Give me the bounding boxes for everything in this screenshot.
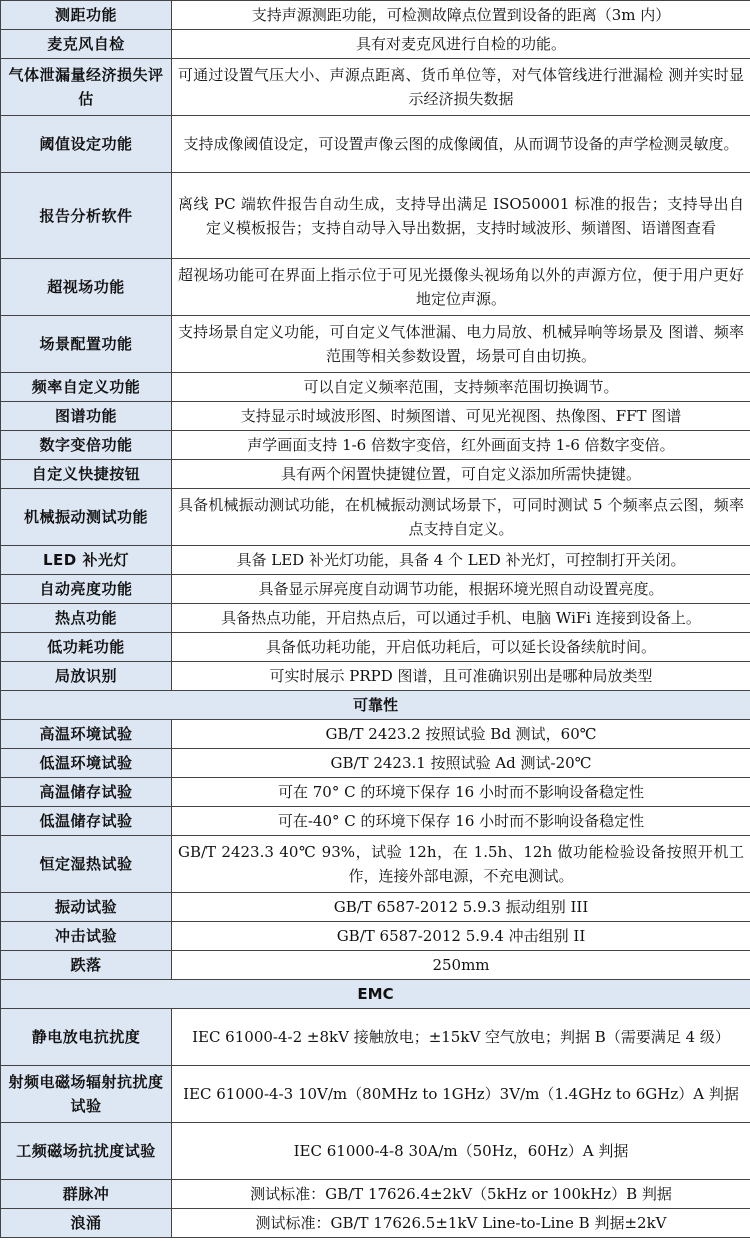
row-value: 具备 LED 补光灯功能，具备 4 个 LED 补光灯，可控制打开关闭。 <box>172 546 750 575</box>
table-row <box>1 1066 750 1123</box>
row-value: 具有对麦克风进行自检的功能。 <box>172 30 750 59</box>
table-row <box>1 778 750 807</box>
row-value: GB/T 2423.2 按照试验 Bd 测试，60℃ <box>172 720 750 749</box>
table-row <box>1 59 750 116</box>
row-label: 群脉冲 <box>1 1180 172 1209</box>
table-row <box>1 604 750 633</box>
table-row <box>1 116 750 173</box>
row-label: 报告分析软件 <box>1 173 172 259</box>
row-value: 支持显示时域波形图、时频图谱、可见光视图、热像图、FFT 图谱 <box>172 402 750 431</box>
row-label: 振动试验 <box>1 893 172 922</box>
row-value: IEC 61000-4-2 ±8kV 接触放电；±15kV 空气放电；判据 B（需要满足 4 级） <box>172 1009 750 1066</box>
row-value: 离线 PC 端软件报告自动生成，支持导出满足 ISO50001 标准的报告；支持导出自定义模板报告；支持自动导入导出数据，支持时域波形、频谱图、语谱图查看 <box>172 173 750 259</box>
table-row <box>1 720 750 749</box>
row-label: 恒定湿热试验 <box>1 836 172 893</box>
row-value: 超视场功能可在界面上指示位于可见光摄像头视场角以外的声源方位，便于用户更好地定位声源。 <box>172 259 750 316</box>
row-label: 高温储存试验 <box>1 778 172 807</box>
row-value: GB/T 2423.1 按照试验 Ad 测试-20℃ <box>172 749 750 778</box>
table-row <box>1 30 750 59</box>
table-row <box>1 633 750 662</box>
row-label: 热点功能 <box>1 604 172 633</box>
row-label: 低温环境试验 <box>1 749 172 778</box>
row-value: 可在 70° C 的环境下保存 16 小时而不影响设备稳定性 <box>172 778 750 807</box>
row-label: 冲击试验 <box>1 922 172 951</box>
table-row <box>1 1209 750 1238</box>
row-value: 具备显示屏亮度自动调节功能，根据环境光照自动设置亮度。 <box>172 575 750 604</box>
row-label: 测距功能 <box>1 1 172 30</box>
row-label: 高温环境试验 <box>1 720 172 749</box>
row-value: 测试标准：GB/T 17626.5±1kV Line-to-Line B 判据±2kV <box>172 1209 750 1238</box>
row-label: 自定义快捷按钮 <box>1 460 172 489</box>
row-value: IEC 61000-4-3 10V/m（80MHz to 1GHz）3V/m（1.4GHz to 6GHz）A 判据 <box>172 1066 750 1123</box>
row-label: 射频电磁场辐射抗扰度试验 <box>1 1066 172 1123</box>
row-value: 可通过设置气压大小、声源点距离、货币单位等，对气体管线进行泄漏检 测并实时显示经济损失数据 <box>172 59 750 116</box>
row-value: 可在-40° C 的环境下保存 16 小时而不影响设备稳定性 <box>172 807 750 836</box>
table-row <box>1 460 750 489</box>
row-value: 支持声源测距功能，可检测故障点位置到设备的距离（3m 内） <box>172 1 750 30</box>
row-label: 浪涌 <box>1 1209 172 1238</box>
table-row <box>1 951 750 980</box>
table-row <box>1 1009 750 1066</box>
row-label: 气体泄漏量经济损失评估 <box>1 59 172 116</box>
row-value: 测试标准：GB/T 17626.4±2kV（5kHz or 100kHz）B 判据 <box>172 1180 750 1209</box>
table-row <box>1 173 750 259</box>
row-label: 图谱功能 <box>1 402 172 431</box>
table-row <box>1 1 750 30</box>
table-row <box>1 922 750 951</box>
row-label: 数字变倍功能 <box>1 431 172 460</box>
table-row <box>1 1180 750 1209</box>
row-value: 具有两个闲置快捷键位置，可自定义添加所需快捷键。 <box>172 460 750 489</box>
row-label: 麦克风自检 <box>1 30 172 59</box>
table-row <box>1 402 750 431</box>
row-value: 支持场景自定义功能，可自定义气体泄漏、电力局放、机械异响等场景及 图谱、频率范围等相关参数设置，场景可自由切换。 <box>172 316 750 373</box>
row-value: GB/T 6587-2012 5.9.4 冲击组别 II <box>172 922 750 951</box>
row-label: 场景配置功能 <box>1 316 172 373</box>
row-value: 声学画面支持 1-6 倍数字变倍，红外画面支持 1-6 倍数字变倍。 <box>172 431 750 460</box>
section-header-emc <box>1 980 750 1009</box>
section-header-reliability <box>1 691 750 720</box>
table-row <box>1 431 750 460</box>
table-row <box>1 662 750 691</box>
table-row <box>1 575 750 604</box>
table-row <box>1 893 750 922</box>
row-label: 工频磁场抗扰度试验 <box>1 1123 172 1180</box>
row-value: 250mm <box>172 951 750 980</box>
row-value: GB/T 6587-2012 5.9.3 振动组别 III <box>172 893 750 922</box>
row-value: 具备机械振动测试功能，在机械振动测试场景下，可同时测试 5 个频率点云图，频率点支持自定义。 <box>172 489 750 546</box>
table-row <box>1 489 750 546</box>
section-title: EMC <box>1 980 750 1009</box>
row-label: 跌落 <box>1 951 172 980</box>
row-value: GB/T 2423.3 40℃ 93%，试验 12h，在 1.5h、12h 做功能检验设备按照开机工作，连接外部电源，不充电测试。 <box>172 836 750 893</box>
table-row <box>1 316 750 373</box>
row-value: 支持成像阈值设定，可设置声像云图的成像阈值，从而调节设备的声学检测灵敏度。 <box>172 116 750 173</box>
row-label: 局放识别 <box>1 662 172 691</box>
row-value: 具备热点功能，开启热点后，可以通过手机、电脑 WiFi 连接到设备上。 <box>172 604 750 633</box>
row-value: IEC 61000-4-8 30A/m（50Hz，60Hz）A 判据 <box>172 1123 750 1180</box>
row-label: 低温储存试验 <box>1 807 172 836</box>
row-label: 自动亮度功能 <box>1 575 172 604</box>
row-value: 可实时展示 PRPD 图谱，且可准确识别出是哪种局放类型 <box>172 662 750 691</box>
row-label: LED 补光灯 <box>1 546 172 575</box>
row-label: 低功耗功能 <box>1 633 172 662</box>
table-row <box>1 259 750 316</box>
row-label: 频率自定义功能 <box>1 373 172 402</box>
row-value: 具备低功耗功能，开启低功耗后，可以延长设备续航时间。 <box>172 633 750 662</box>
table-row <box>1 373 750 402</box>
row-label: 静电放电抗扰度 <box>1 1009 172 1066</box>
table-row <box>1 836 750 893</box>
section-title: 可靠性 <box>1 691 750 720</box>
row-label: 机械振动测试功能 <box>1 489 172 546</box>
table-row <box>1 749 750 778</box>
row-label: 阈值设定功能 <box>1 116 172 173</box>
row-value: 可以自定义频率范围，支持频率范围切换调节。 <box>172 373 750 402</box>
row-label: 超视场功能 <box>1 259 172 316</box>
table-row <box>1 546 750 575</box>
table-row <box>1 1123 750 1180</box>
table-row <box>1 807 750 836</box>
